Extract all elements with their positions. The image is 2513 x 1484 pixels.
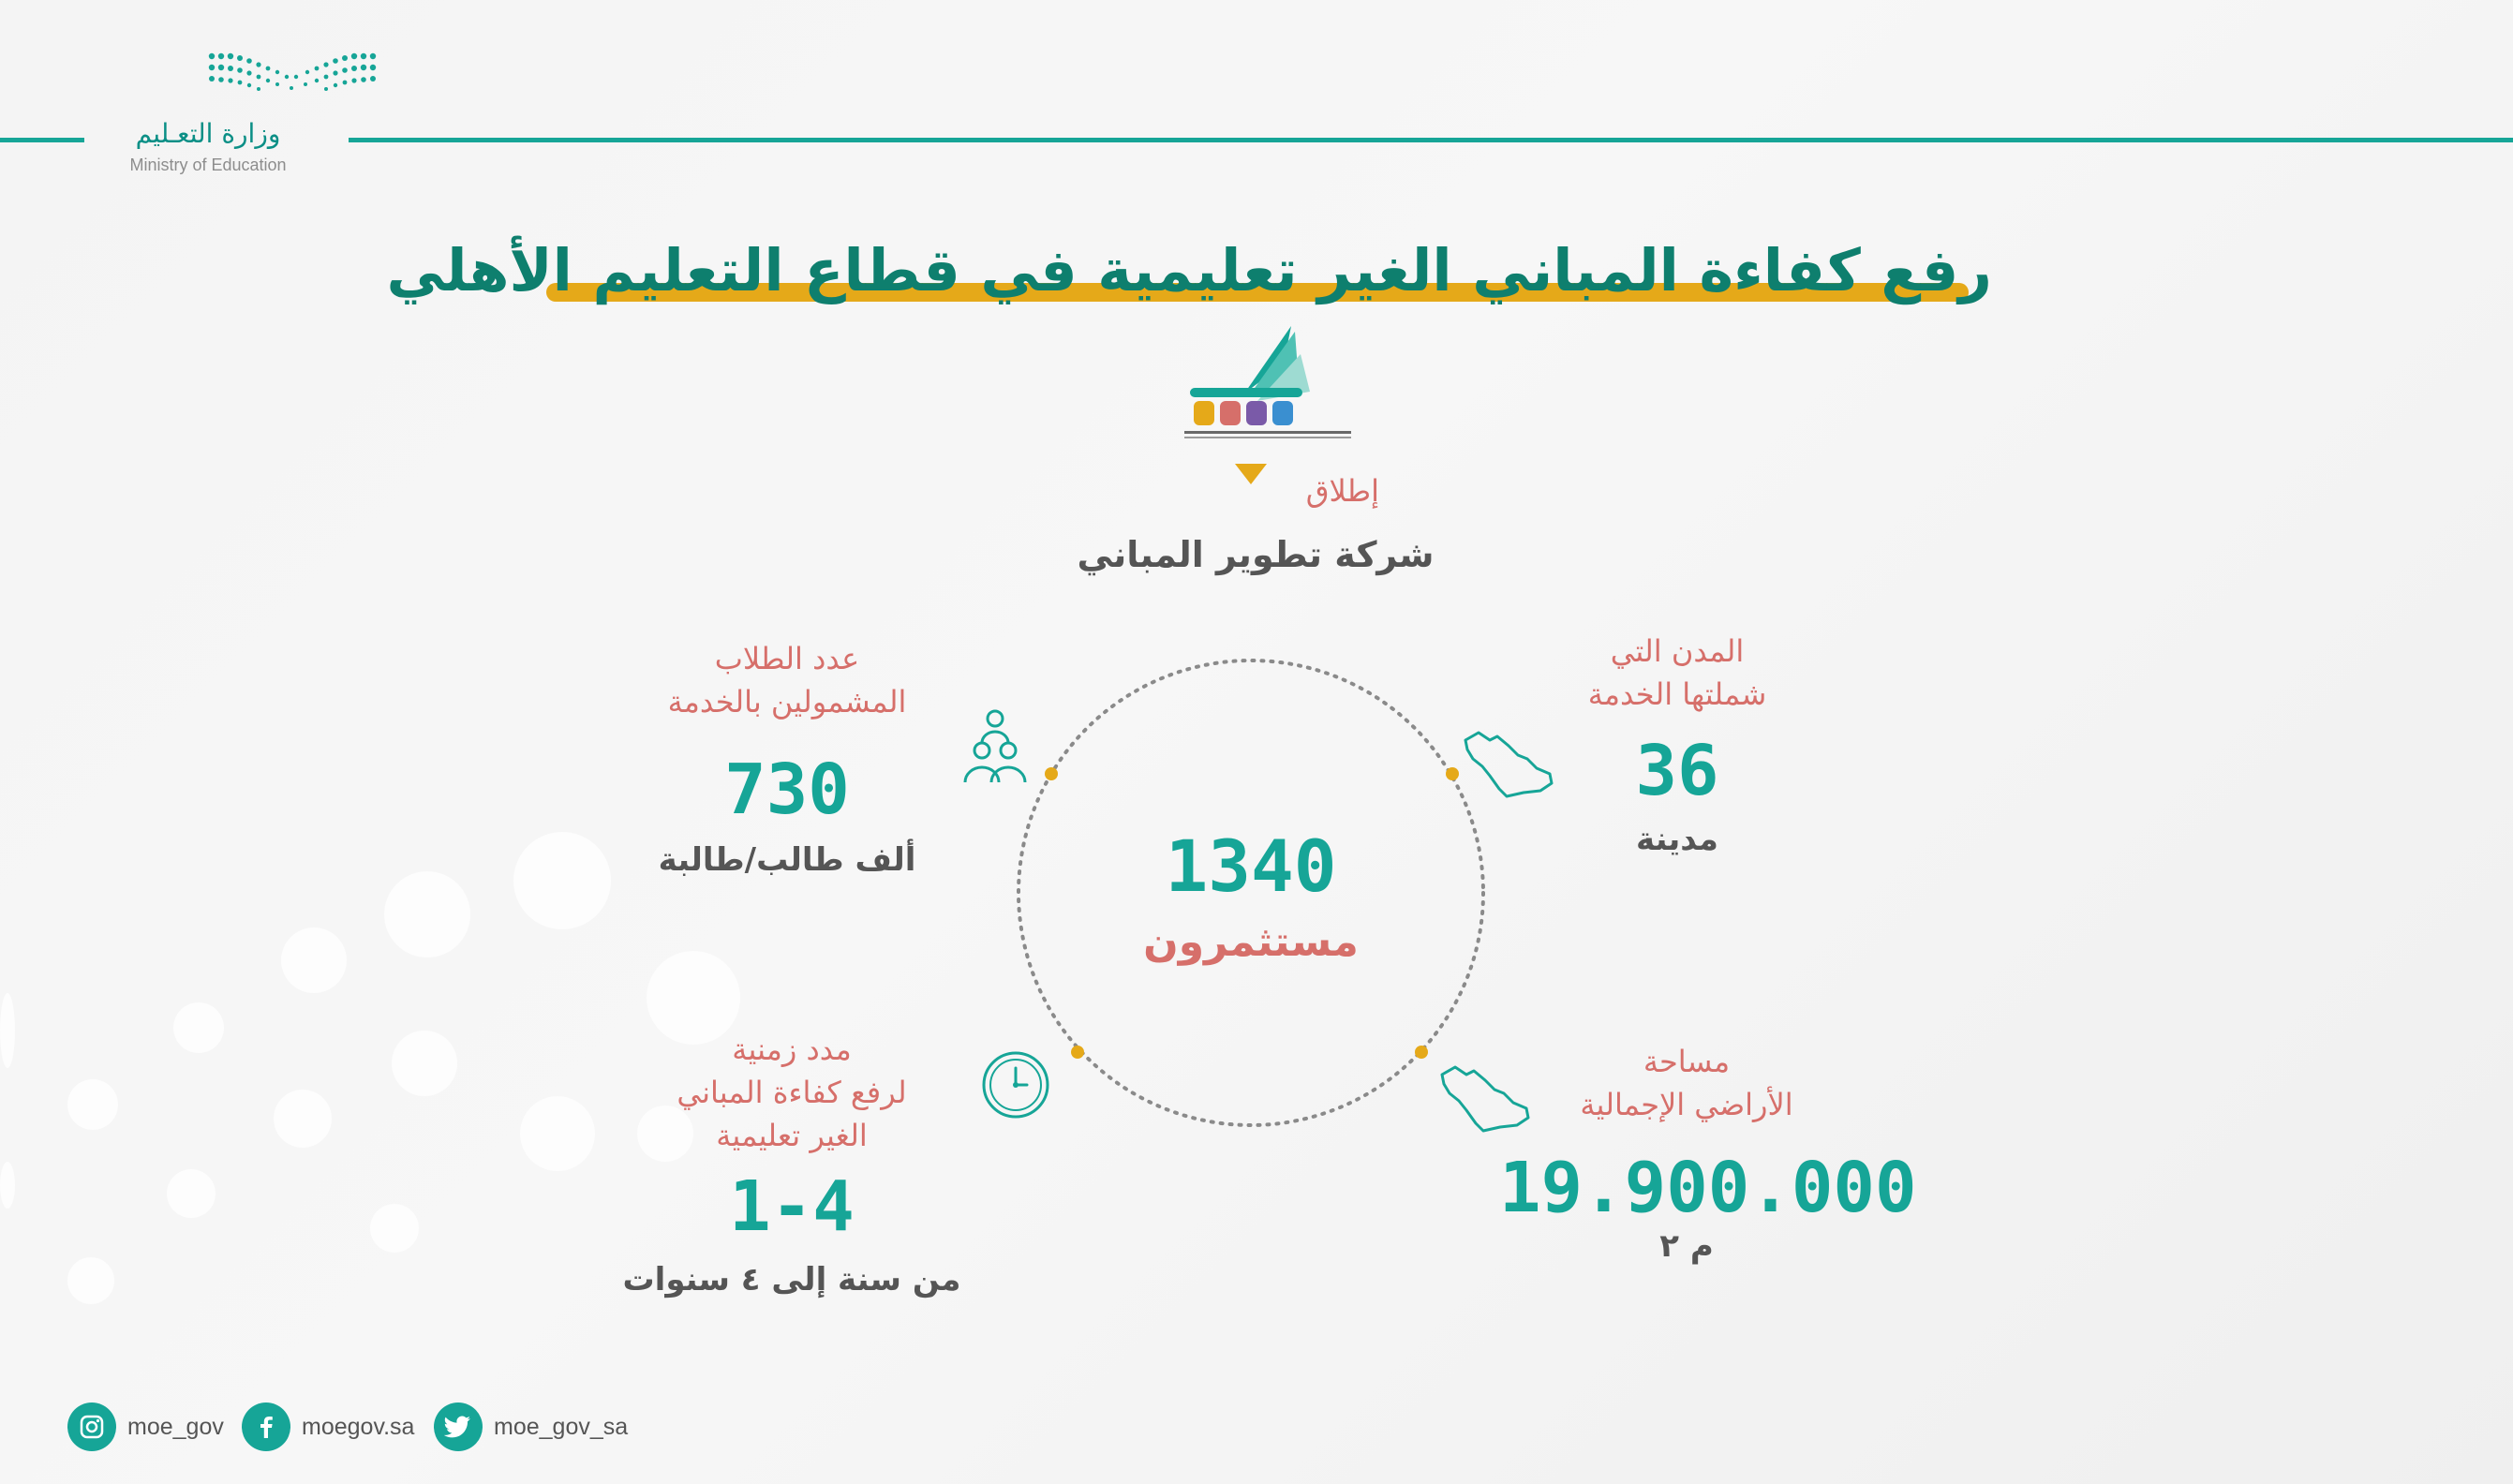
facebook-icon bbox=[242, 1402, 290, 1451]
students-label: عدد الطلاب المشمولين بالخدمة bbox=[667, 641, 907, 720]
company-name: شركة تطوير المباني bbox=[1077, 534, 1435, 575]
cities-number: 36 bbox=[1635, 731, 1719, 811]
ministry-name-en: Ministry of Education bbox=[129, 156, 287, 174]
header-rule-right bbox=[349, 138, 2513, 142]
saudi-map-icon bbox=[1462, 727, 1555, 802]
ministry-logo-icon bbox=[206, 49, 379, 105]
page-title: رفع كفاءة المباني الغير تعليمية في قطاع التعليم الأهلي bbox=[386, 236, 1992, 304]
students-unit: ألف طالب/طالبة bbox=[658, 841, 916, 879]
area-unit: م ٢ bbox=[1659, 1227, 1714, 1265]
program-logo-icon bbox=[1179, 326, 1357, 442]
launch-label: إطلاق bbox=[1305, 473, 1379, 509]
students-number: 730 bbox=[724, 749, 850, 830]
instagram-icon bbox=[67, 1402, 116, 1451]
area-label: مساحة الأراضي الإجمالية bbox=[1580, 1044, 1793, 1122]
ring-dot-bottom-left bbox=[1071, 1046, 1084, 1059]
header-rule-left bbox=[0, 138, 84, 142]
ring-dot-bottom-right bbox=[1415, 1046, 1428, 1059]
facebook-handle: moegov.sa bbox=[302, 1413, 415, 1440]
twitter-handle: moe_gov_sa bbox=[494, 1413, 629, 1440]
periods-unit: من سنة إلى ٤ سنوات bbox=[622, 1261, 961, 1298]
area-number: 19.900.000 bbox=[1499, 1148, 1917, 1228]
investors-label: مستثمرون bbox=[1143, 918, 1359, 966]
saudi-map-icon bbox=[1438, 1061, 1532, 1136]
ring-dot-top-left bbox=[1045, 767, 1058, 780]
ministry-name-ar: وزارة التعـليم bbox=[135, 118, 281, 149]
instagram-handle: moe_gov bbox=[127, 1413, 224, 1440]
twitter-icon bbox=[434, 1402, 483, 1451]
clock-icon bbox=[980, 1049, 1051, 1120]
social-twitter[interactable] bbox=[434, 1402, 628, 1452]
periods-label: مدد زمنية لرفع كفاءة المباني الغير تعليمية bbox=[677, 1031, 907, 1153]
launch-arrow-icon bbox=[1235, 464, 1267, 484]
cities-label: المدن التي شملتها الخدمة bbox=[1587, 633, 1767, 712]
periods-number: 1-4 bbox=[729, 1166, 855, 1247]
investors-number: 1340 bbox=[1165, 824, 1337, 908]
ring-dot-top-right bbox=[1446, 767, 1459, 780]
students-group-icon bbox=[961, 709, 1029, 786]
social-facebook[interactable] bbox=[242, 1402, 414, 1452]
cities-unit: مدينة bbox=[1636, 821, 1718, 858]
social-instagram[interactable] bbox=[67, 1402, 224, 1452]
